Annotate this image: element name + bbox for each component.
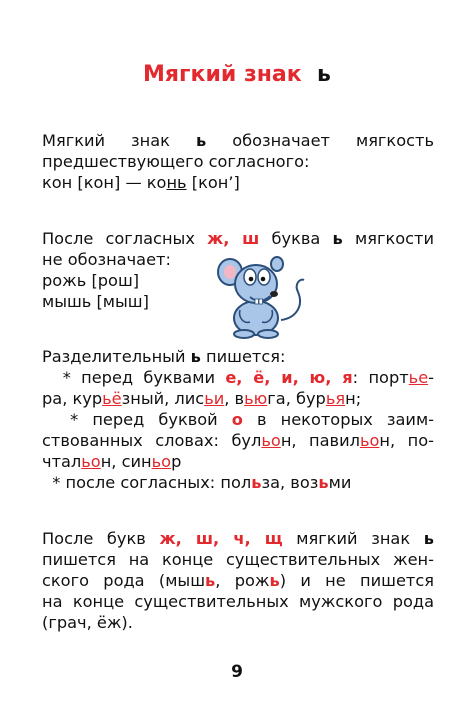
page-number: 9 [231,662,243,682]
para1-line3: кон [кон] — конь [кон’] [42,173,240,192]
para2-line3: рожь [рош] [42,271,140,290]
para3-line3: ра, курьёзный, лисьи, вьюга, бурьян; [42,389,362,408]
para2-line2: не обозначает: [42,250,171,269]
title-text: Мягкий знак [143,62,302,87]
para2-line4: мышь [мыш] [42,292,149,311]
para4-line4: на конце существительных мужского рода [42,592,434,611]
para3-line1: Разделительный ь пишется: [42,347,286,366]
para4-line3: ского рода (мышь, рожь) и не пишется [42,571,434,590]
para4-line5: (грач, ёж). [42,613,133,632]
para2-line1: После согласных ж, ш буква ь мягкости [42,229,434,248]
para4-line2: пишется на конце существительных жен- [42,550,434,569]
para3-line7: * после согласных: польза, возьми [52,473,352,492]
para1-line2: предшествующего согласного: [42,152,310,171]
para3-line4: * перед буквой о в некоторых заим- [70,410,435,429]
para3-line2: * перед буквами е, ё, и, ю, я: портье- [62,368,435,387]
para1-line1: Мягкий знак ь обозначает мягкость [42,131,434,150]
para4-line1: После букв ж, ш, ч, щ мягкий знак ь [42,529,435,548]
title-letter: ь [317,62,331,87]
page-title [0,62,474,87]
mouse-cartoon-icon [208,252,308,342]
para3-line6: чтальон, синьор [42,452,182,471]
para3-line5: ствованных словах: бульон, павильон, по- [42,431,434,450]
